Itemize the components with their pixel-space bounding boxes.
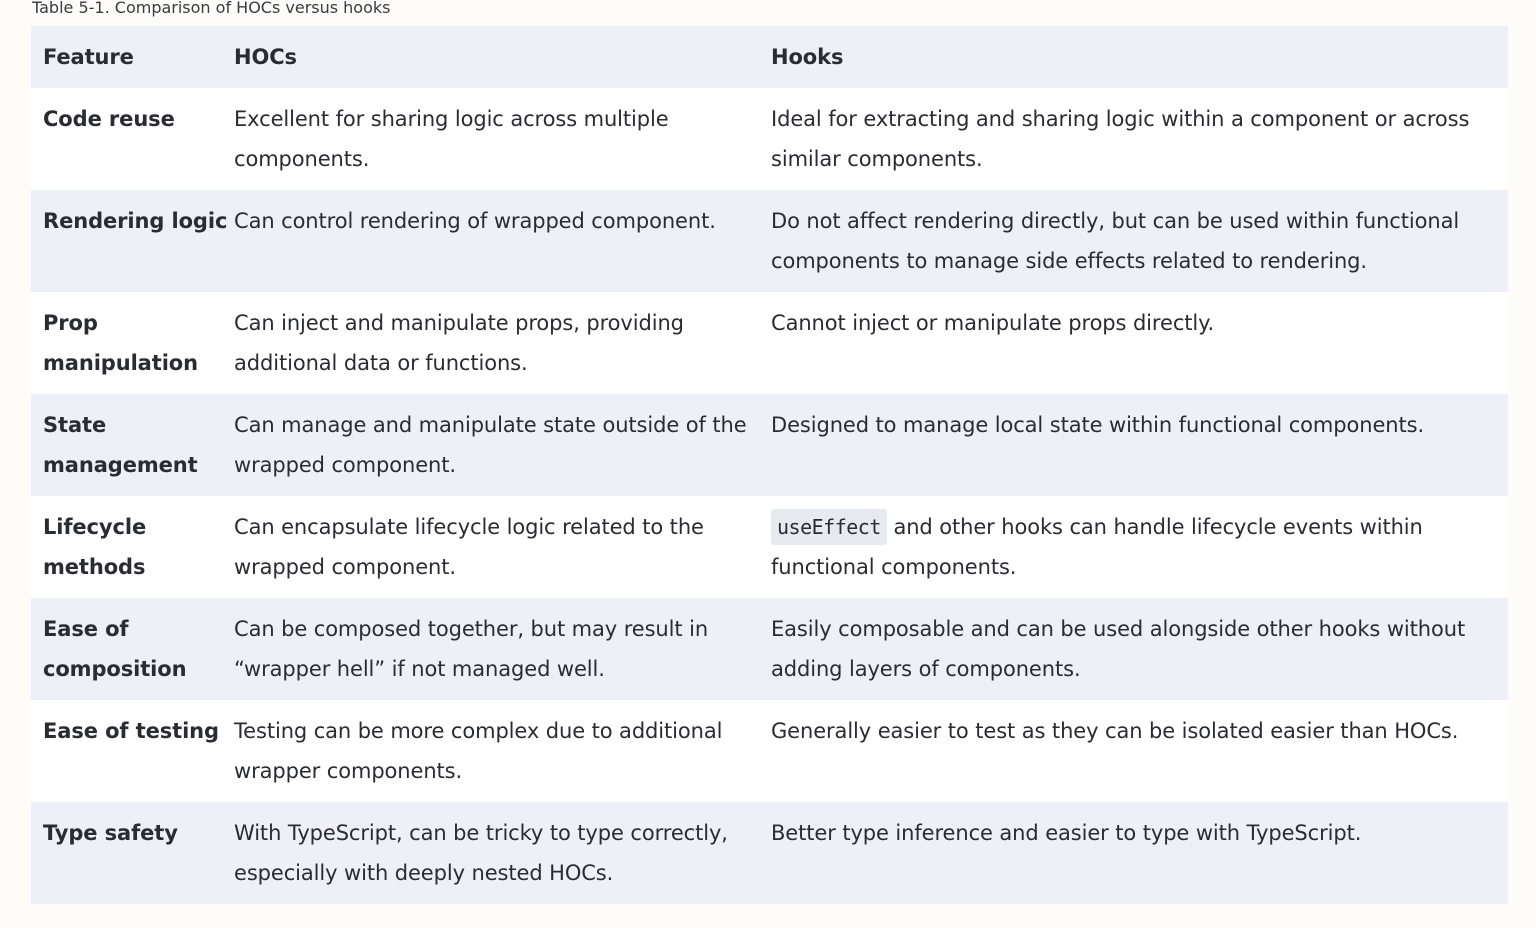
comparison-table <box>31 26 1508 904</box>
table-row <box>31 700 1508 802</box>
header-feature: Feature <box>43 45 134 69</box>
table-row <box>31 496 1508 598</box>
table-caption: Table 5-1. Comparison of HOCs versus hooks <box>32 0 391 17</box>
hocs-cell: Excellent for sharing logic across multiple components. <box>234 107 669 171</box>
hocs-cell: Can manage and manipulate state outside of the wrapped component. <box>234 413 747 477</box>
feature-cell: Ease of testing <box>43 719 219 743</box>
table-row <box>31 190 1508 292</box>
hooks-cell: Designed to manage local state within functional components. <box>771 413 1425 437</box>
hocs-cell: Can control rendering of wrapped component. <box>234 209 716 233</box>
feature-cell: State management <box>43 413 198 477</box>
table-row <box>31 598 1508 700</box>
hocs-cell: With TypeScript, can be tricky to type correctly, especially with deeply nested HOCs. <box>234 821 728 885</box>
feature-cell: Rendering logic <box>43 209 228 233</box>
feature-cell: Ease of composition <box>43 617 187 681</box>
hocs-cell: Testing can be more complex due to additional wrapper components. <box>234 719 723 783</box>
table-row <box>31 292 1508 394</box>
hooks-cell: Ideal for extracting and sharing logic within a component or across similar components. <box>771 107 1470 171</box>
hooks-cell: Easily composable and can be used alongside other hooks without adding layers of components. <box>771 617 1466 681</box>
feature-cell: Code reuse <box>43 107 175 131</box>
hooks-cell <box>759 496 1508 598</box>
inline-code-useeffect: useEffect <box>771 509 887 545</box>
hocs-cell: Can encapsulate lifecycle logic related to the wrapped component. <box>234 515 704 579</box>
header-hocs: HOCs <box>234 45 297 69</box>
hooks-cell-text: and other hooks can handle lifecycle events within functional components. <box>771 515 1423 579</box>
table-row <box>31 88 1508 190</box>
feature-cell: Lifecycle methods <box>43 515 147 579</box>
table-row <box>31 394 1508 496</box>
hocs-cell: Can be composed together, but may result in “wrapper hell” if not managed well. <box>234 617 709 681</box>
hooks-cell: Do not affect rendering directly, but can be used within functional components to manage side effects related to rendering. <box>771 209 1460 273</box>
header-hooks: Hooks <box>771 45 844 69</box>
hooks-cell: Cannot inject or manipulate props directly. <box>771 311 1215 335</box>
feature-cell: Type safety <box>43 821 178 845</box>
table-row <box>31 802 1508 904</box>
feature-cell: Prop manipulation <box>43 311 198 375</box>
hocs-cell: Can inject and manipulate props, providing additional data or functions. <box>234 311 684 375</box>
hooks-cell: Generally easier to test as they can be isolated easier than HOCs. <box>771 719 1459 743</box>
hooks-cell: Better type inference and easier to type with TypeScript. <box>771 821 1362 845</box>
table-header-row <box>31 26 1508 88</box>
